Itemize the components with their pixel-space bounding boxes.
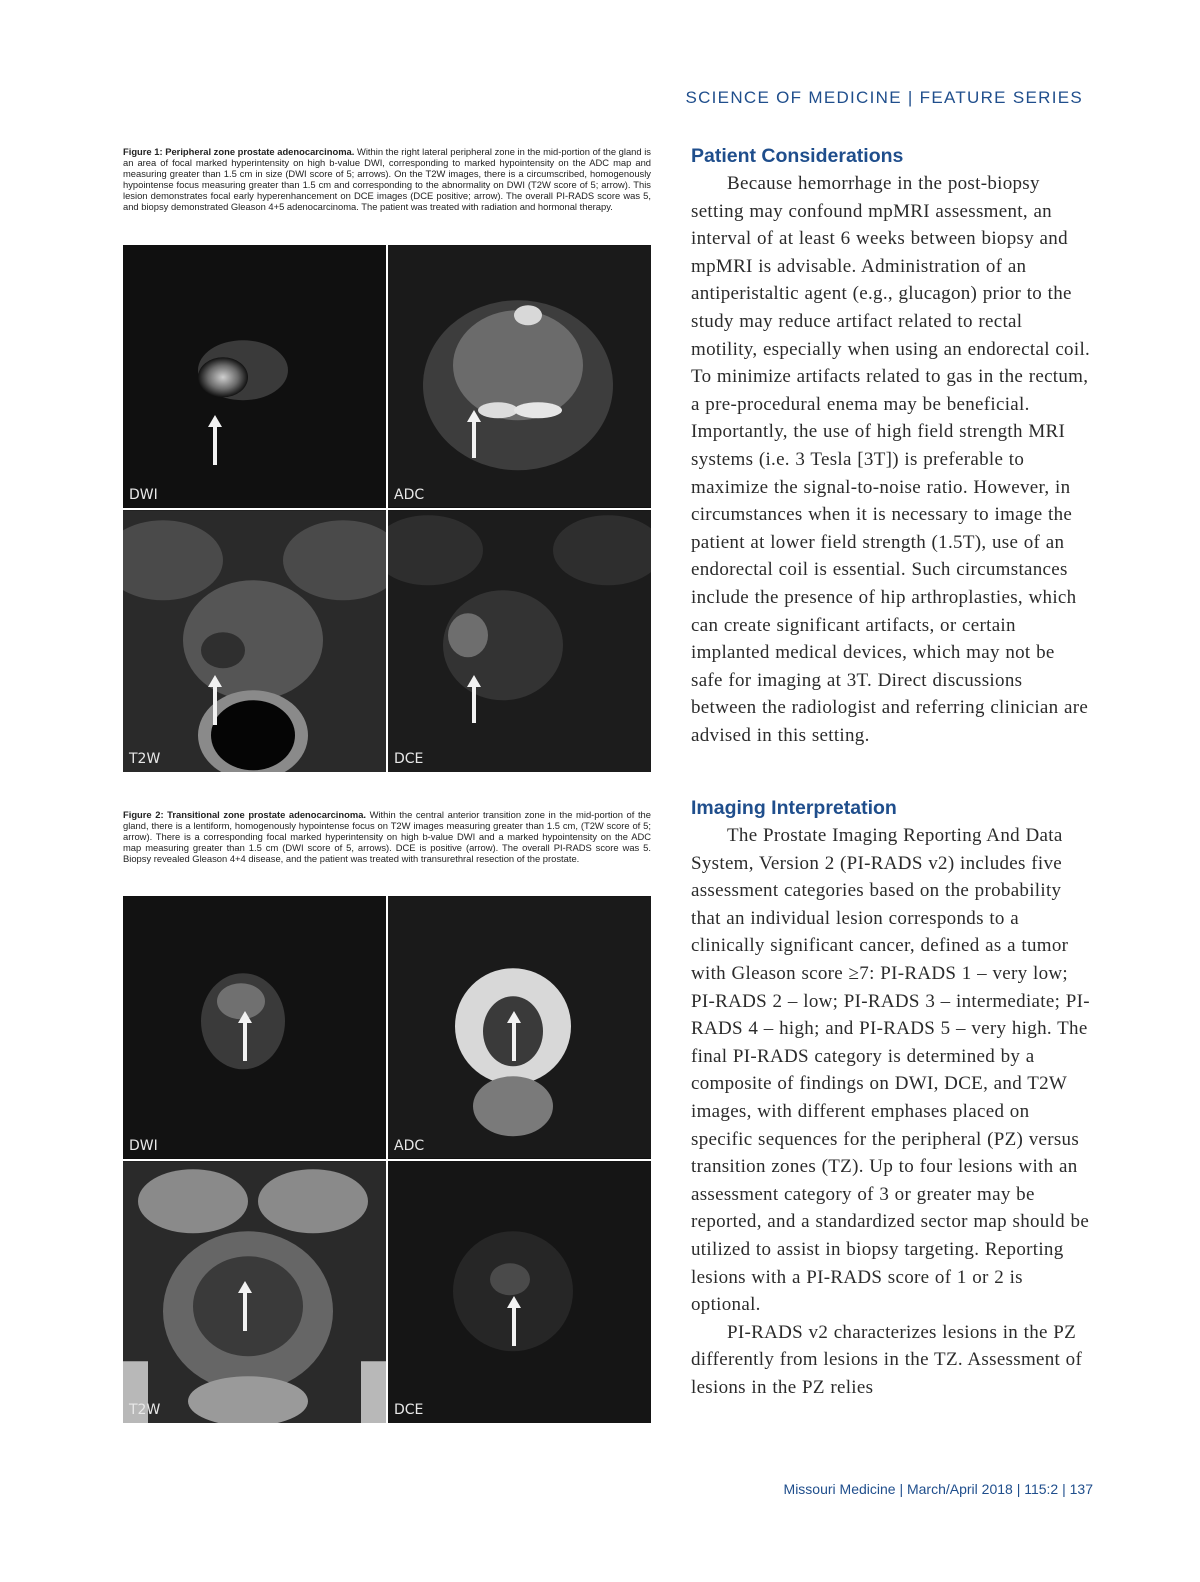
figure1-panel-dwi	[123, 245, 386, 508]
figure2-panel-t2w	[123, 1161, 386, 1424]
paragraph: Because hemorrhage in the post-biopsy setting may confound mpMRI assessment, an interval of at least 6 weeks between biopsy and mpMRI is advisable. Administration of an antiperistaltic agent (e.g., glucagon) prior to the study may reduce artifact related to rectal motility, especially when using an endorectal coil. To minimize artifacts related to gas in the rectum, a pre-procedural enema may be beneficial. Importantly, the use of high field strength MRI systems (i.e. 3 Tesla [3T]) is preferable to maximize the signal-to-noise ratio. However, in circumstances when it is necessary to image the patient at lower field strength (1.5T), use of an endorectal coil is essential. Such circumstances include the presence of hip arthroplasties, which can create significant artifacts, or certain implanted medical devices, which may not be safe for imaging at 3T. Direct discussions between the radiologist and referring clinician are advised in this setting.	[691, 173, 1091, 746]
mri-image	[123, 896, 386, 1159]
arrow-icon	[472, 420, 476, 458]
panel-label: DWI	[129, 486, 158, 503]
page-footer: Missouri Medicine | March/April 2018 | 115:2 | 137	[783, 1481, 1093, 1497]
panel-label: DCE	[394, 751, 424, 767]
arrow-icon	[472, 685, 476, 723]
panel-label: ADC	[394, 486, 425, 503]
arrow-icon	[243, 1021, 247, 1061]
figure2-panel-adc	[388, 896, 651, 1159]
section-heading: Imaging Interpretation	[691, 797, 897, 819]
paragraph: The Prostate Imaging Reporting And Data System, Version 2 (PI-RADS v2) includes five assessment categories based on the probability that an individual lesion corresponds to a clinically significant cancer, defined as a tumor with Gleason score ≥7: PI-RADS 1 – very low; PI-RADS 2 – low; PI-RADS 3 – intermediate; PI-RADS 4 – high; and PI-RADS 5 – very high. The final PI-RADS category is determined by a composite of findings on DWI, DCE, and T2W images, with different emphases placed on specific sequences for the peripheral (PZ) versus transition zones (TZ). Up to four lesions with an assessment category of 3 or greater may be reported, and a standardized sector map should be utilized to assist in biopsy targeting. Reporting lesions with a PI-RADS score of 1 or 2 is optional.	[691, 825, 1090, 1316]
mri-image	[388, 896, 651, 1159]
figure1-caption	[123, 147, 651, 212]
figure2-caption-title: Figure 2: Transitional zone prostate adenocarcinoma.	[123, 809, 367, 820]
section-patient-considerations	[691, 145, 1091, 749]
panel-label: DWI	[129, 1137, 158, 1154]
section-imaging-interpretation	[691, 797, 1091, 1401]
paragraph: PI-RADS v2 characterizes lesions in the PZ differently from lesions in the TZ. Assessment of lesions in the PZ relies	[691, 1321, 1083, 1398]
figure1-image-grid	[123, 245, 651, 772]
mri-image	[388, 510, 651, 773]
figure1-panel-t2w	[123, 510, 386, 773]
arrow-icon	[512, 1021, 516, 1061]
panel-label: ADC	[394, 1137, 425, 1154]
section-body	[691, 170, 1091, 749]
running-header: SCIENCE OF MEDICINE | FEATURE SERIES	[685, 88, 1083, 107]
figure1-panel-adc	[388, 245, 651, 508]
figure1-panel-dce	[388, 510, 651, 773]
mri-image	[388, 1161, 651, 1424]
figure1-caption-text: Within the right lateral peripheral zone in the mid-portion of the gland is an area of focal marked hyperintensity on high b-value DWI, corresponding to marked hypointensity on the ADC map and measuring greater than 1.5 cm in size (DWI score of 5; arrows). On the T2W images, there is a circumscribed, homogenously hypointense focus measuring greater than 1.5 cm and corresponding to the abnormality on DWI (T2W score of 5; arrow). This lesion demonstrates focal early hyperenhancement on DCE images (DCE positive; arrow). The overall PI-RADS score was 5, and biopsy demonstrated Gleason 4+5 adenocarcinoma. The patient was treated with radiation and hormonal therapy.	[123, 146, 651, 212]
panel-label: DCE	[394, 1402, 424, 1418]
arrow-icon	[512, 1306, 516, 1346]
panel-label: T2W	[129, 1402, 161, 1418]
section-heading: Patient Considerations	[691, 145, 904, 167]
figure2-image-grid	[123, 896, 651, 1423]
mri-image	[123, 245, 386, 508]
mri-image	[123, 510, 386, 773]
panel-label: T2W	[129, 751, 161, 767]
figure1-caption-title: Figure 1: Peripheral zone prostate adenocarcinoma.	[123, 146, 355, 157]
figure2-panel-dce	[388, 1161, 651, 1424]
arrow-icon	[213, 425, 217, 465]
figure2-caption-text: Within the central anterior transition zone in the mid-portion of the gland, there is a lentiform, homogenously hypointense focus on T2W images measuring greater than 1.5 cm, (T2W score of 5; arrow). There is a corresponding focal marked hyperintensity on high b-value DWI and a marked hypointensity on the ADC map measuring greater than 1.5 cm (DWI score of 5, arrows). DCE is positive (arrow). The overall PI-RADS score was 5. Biopsy revealed Gleason 4+4 disease, and the patient was treated with transurethral resection of the prostate.	[123, 809, 651, 864]
mri-image	[123, 1161, 386, 1424]
figure2-caption	[123, 810, 651, 865]
arrow-icon	[213, 685, 217, 725]
arrow-icon	[243, 1291, 247, 1331]
mri-image	[388, 245, 651, 508]
section-body	[691, 822, 1091, 1401]
figure2-panel-dwi	[123, 896, 386, 1159]
